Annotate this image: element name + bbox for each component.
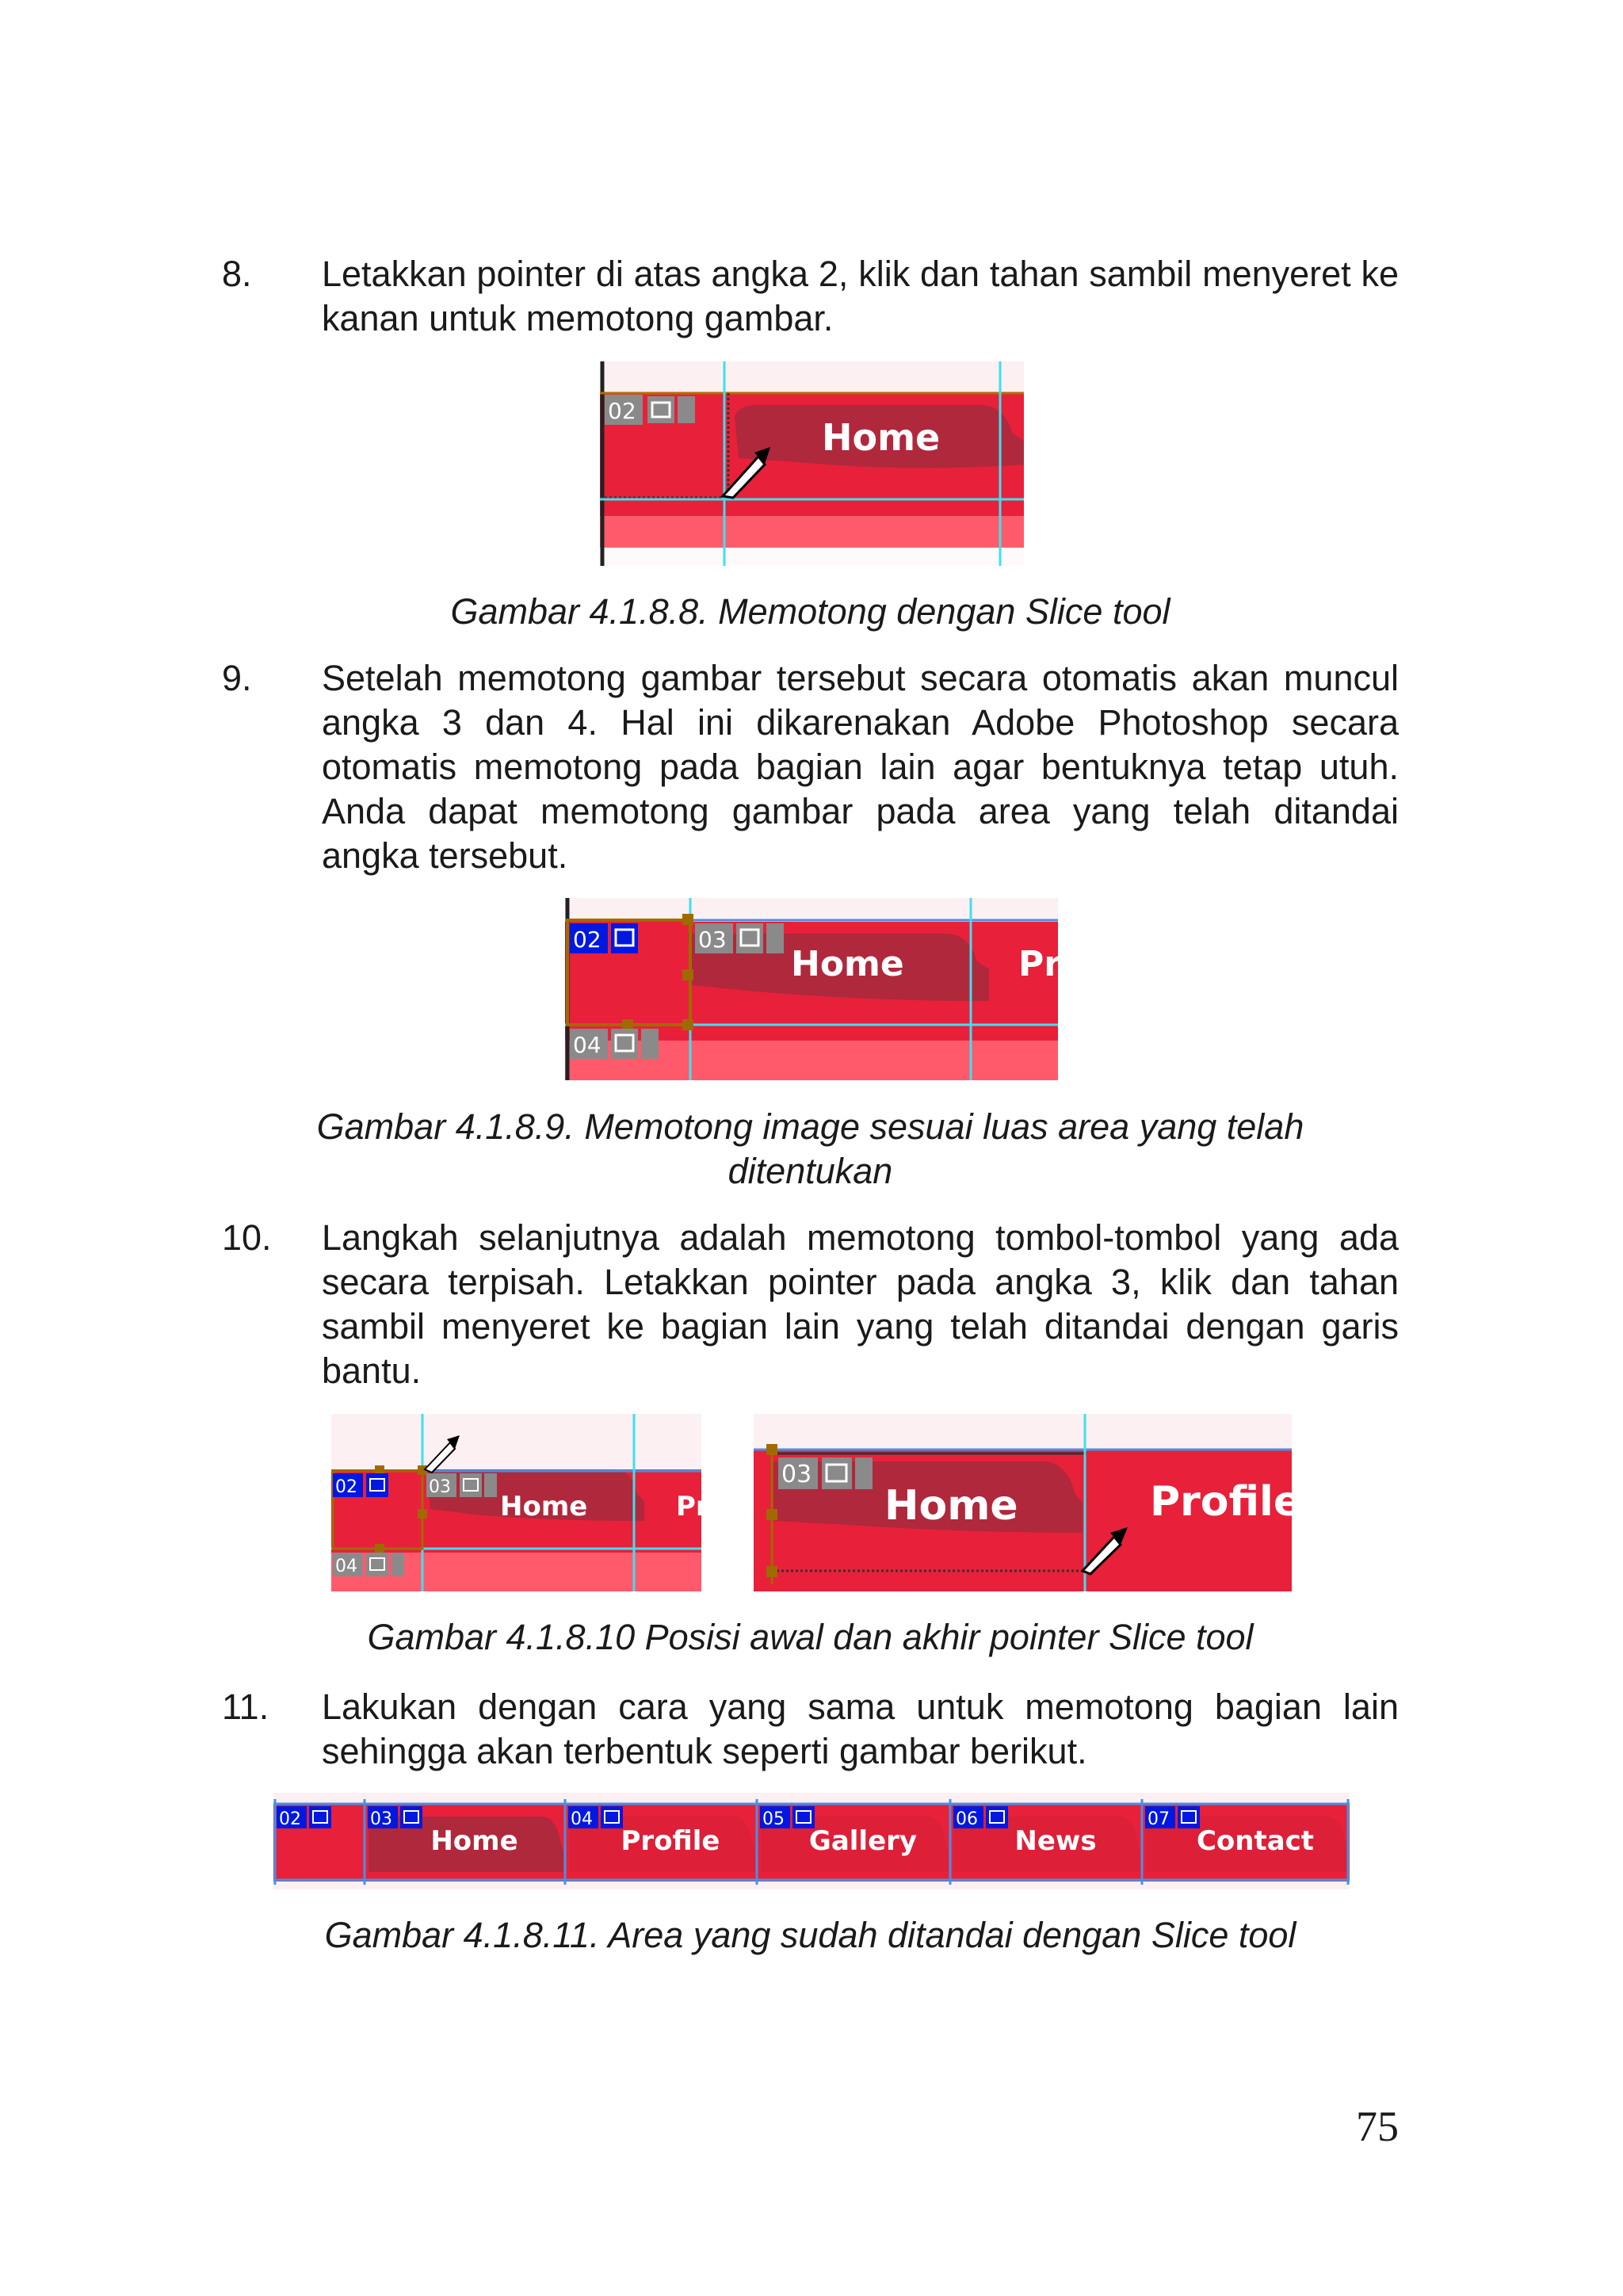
figure-4-1-8-9 (565, 898, 1061, 1080)
slice-label: 03 (698, 926, 727, 953)
tab-label: Home (430, 1825, 518, 1857)
figure-4-1-8-10-end (754, 1414, 1302, 1591)
tab-label: Profile (621, 1825, 720, 1857)
step-number: 8. (222, 254, 252, 294)
slice-label: 02 (335, 1477, 357, 1497)
caption-4-1-8-9 (222, 1105, 1399, 1194)
button-home-label: Home (822, 416, 941, 459)
step-text: Letakkan pointer di atas angka 2, klik dan tahan sambil menyeret ke kanan untuk memotong gambar. (322, 254, 1399, 338)
caption-4-1-8-11: Gambar 4.1.8.11. Area yang sudah ditandai dengan Slice tool (324, 1915, 1296, 1955)
step-11 (222, 1685, 1399, 1774)
step-text: Setelah memotong gambar tersebut secara otomatis akan muncul angka 3 dan 4. Hal ini dikarenakan Adobe Photoshop secara otomatis memotong pada bagian lain agar bentuknya tetap utuh. Anda dapat memotong gambar pada area yang telah ditandai angka tersebut. (322, 658, 1399, 876)
button-home-label: Home (791, 944, 904, 984)
step-8 (222, 252, 1399, 341)
step-text: Langkah selanjutnya adalah memotong tombol-tombol yang ada secara terpisah. Letakkan pointer pada angka 3, klik dan tahan sambil menyeret ke bagian lain yang telah ditandai dengan garis bantu. (322, 1217, 1399, 1391)
page-number: 75 (1356, 2103, 1399, 2150)
step-10 (222, 1216, 1399, 1393)
tab-label: Contact (1196, 1825, 1315, 1857)
caption-4-1-8-8: Gambar 4.1.8.8. Memotong dengan Slice tool (450, 591, 1170, 632)
step-number: 11. (222, 1687, 269, 1727)
slice-label: 04 (573, 1032, 601, 1058)
slice-label: 04 (335, 1557, 357, 1576)
figure-4-1-8-10-start (331, 1414, 709, 1591)
button-profile-label: Profile (1150, 1478, 1302, 1526)
tab-label: News (1014, 1825, 1097, 1857)
slice-label: 02 (573, 926, 601, 953)
step-text: Lakukan dengan cara yang sama untuk memotong bagian lain sehingga akan terbentuk seperti gambar berikut. (322, 1687, 1399, 1771)
button-profile-label: Pr (676, 1491, 709, 1522)
step-number: 9. (222, 658, 252, 698)
slice-label: 02 (608, 398, 636, 424)
slice-label: 05 (762, 1809, 785, 1829)
caption-4-1-8-10: Gambar 4.1.8.10 Posisi awal dan akhir pointer Slice tool (367, 1617, 1254, 1657)
slice-label: 02 (279, 1809, 301, 1829)
slice-label: 03 (781, 1461, 812, 1488)
slice-label: 04 (571, 1809, 593, 1829)
button-profile-label: Pr (1018, 944, 1061, 984)
figure-4-1-8-11 (273, 1793, 1350, 1889)
figure-4-1-8-8 (600, 361, 1024, 566)
tab-label: Gallery (808, 1825, 918, 1857)
slice-label: 03 (370, 1809, 392, 1829)
caption-line: ditentukan (727, 1151, 893, 1191)
button-home-label: Home (500, 1491, 588, 1522)
slice-label: 03 (429, 1477, 451, 1497)
button-home-label: Home (884, 1482, 1018, 1530)
step-number: 10. (222, 1217, 272, 1258)
caption-line: Gambar 4.1.8.9. Memotong image sesuai luas area yang telah (316, 1106, 1304, 1147)
slice-label: 07 (1148, 1809, 1170, 1829)
slice-label: 06 (956, 1809, 978, 1829)
step-9 (222, 656, 1399, 878)
